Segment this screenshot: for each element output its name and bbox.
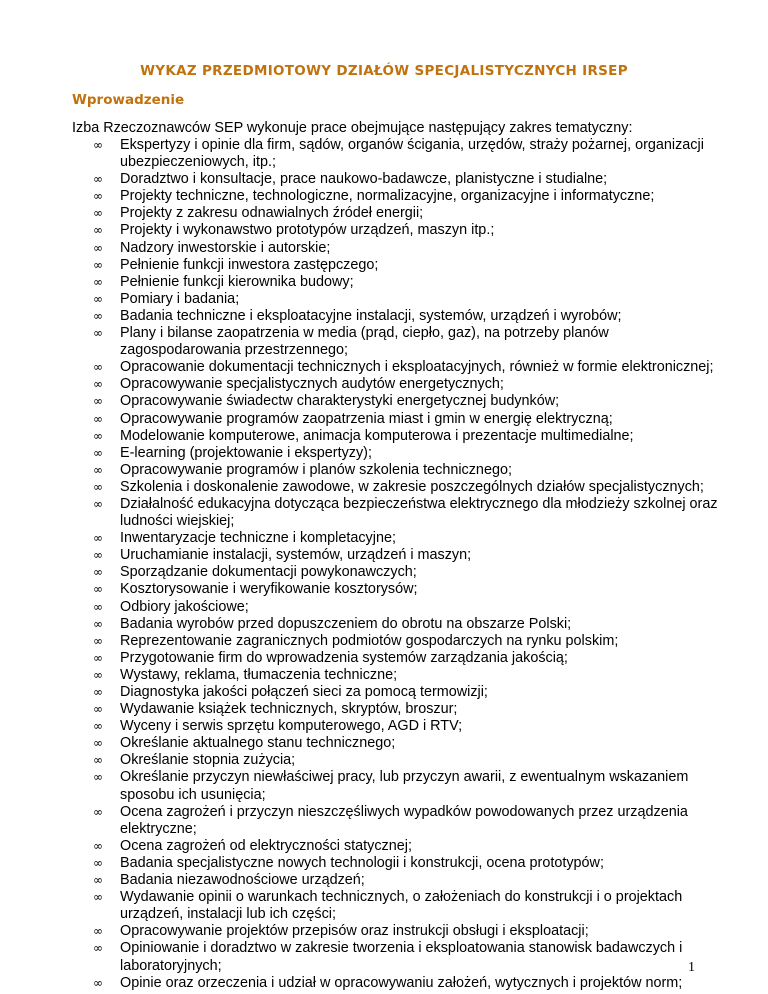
list-item: [0, 889, 768, 923]
list-item-text: Badania specjalistyczne nowych technologii i konstrukcji, ocena prototypów;: [120, 854, 604, 871]
list-item: [0, 718, 768, 735]
list-item-text: Inwentaryzacje techniczne i kompletacyjne;: [120, 530, 396, 547]
list-item: [0, 975, 768, 992]
intro-paragraph: Izba Rzeczoznawców SEP wykonuje prace obejmujące następujący zakres tematyczny:: [72, 120, 633, 136]
infinity-bullet-icon: ∞: [93, 496, 103, 511]
infinity-bullet-icon: ∞: [93, 633, 103, 648]
list-item-text: Projekty z zakresu odnawialnych źródeł energii;: [120, 205, 424, 222]
infinity-bullet-icon: ∞: [93, 428, 103, 443]
infinity-bullet-icon: ∞: [93, 941, 103, 956]
list-item: [0, 872, 768, 889]
list-item-text: Modelowanie komputerowe, animacja komputerowa i prezentacje multimedialne;: [120, 427, 634, 444]
list-item-text: Badania techniczne i eksploatacyjne instalacji, systemów, urządzeń i wyrobów;: [120, 307, 622, 324]
infinity-bullet-icon: ∞: [93, 377, 103, 392]
list-item-text: Wydawanie opinii o warunkach technicznych, o założeniach do konstrukcji i o projektach urządzeń, instalacji lub ich części;: [120, 889, 683, 923]
infinity-bullet-icon: ∞: [93, 753, 103, 768]
list-item: [0, 257, 768, 274]
list-item: [0, 923, 768, 940]
infinity-bullet-icon: ∞: [93, 736, 103, 751]
infinity-bullet-icon: ∞: [93, 291, 103, 306]
infinity-bullet-icon: ∞: [93, 924, 103, 939]
list-item-text: Działalność edukacyjna dotycząca bezpieczeństwa elektrycznego dla młodzieży szkolnej oraz ludności wiejskiej;: [120, 495, 718, 530]
list-item-text: Opracowywanie programów i planów szkolenia technicznego;: [120, 461, 512, 478]
list-item: [0, 701, 768, 718]
list-item-text: Projekty techniczne, technologiczne, normalizacyjne, organizacyjne i informatyczne;: [120, 188, 655, 205]
infinity-bullet-icon: ∞: [93, 172, 103, 187]
section-heading: Wprowadzenie: [72, 92, 185, 108]
list-item: [0, 769, 768, 803]
page-number: 1: [688, 960, 695, 975]
list-item-text: Opracowywanie świadectw charakterystyki energetycznej budynków;: [120, 393, 560, 410]
list-item: [0, 496, 768, 530]
list-item: [0, 940, 768, 974]
list-item-text: Wyceny i serwis sprzętu komputerowego, AGD i RTV;: [120, 718, 463, 735]
list-item-text: Nadzory inwestorskie i autorskie;: [120, 239, 331, 256]
list-item-text: Projekty i wykonawstwo prototypów urządzeń, maszyn itp.;: [120, 222, 495, 239]
list-item: [0, 633, 768, 650]
list-item-text: Określanie stopnia zużycia;: [120, 752, 296, 769]
list-item-text: Reprezentowanie zagranicznych podmiotów gospodarczych na rynku polskim;: [120, 632, 619, 649]
list-item: [0, 445, 768, 462]
infinity-bullet-icon: ∞: [93, 616, 103, 631]
list-item: [0, 479, 768, 496]
list-item: [0, 752, 768, 769]
list-item-text: Wydawanie książek technicznych, skryptów, broszur;: [120, 701, 458, 718]
infinity-bullet-icon: ∞: [93, 719, 103, 734]
list-item: [0, 291, 768, 308]
infinity-bullet-icon: ∞: [93, 394, 103, 409]
list-item: [0, 171, 768, 188]
list-item: [0, 599, 768, 616]
list-item-text: Pełnienie funkcji kierownika budowy;: [120, 273, 354, 290]
list-item-text: Odbiory jakościowe;: [120, 598, 249, 615]
list-item-text: Opiniowanie i doradztwo w zakresie tworzenia i eksploatowania stanowisk badawczych i laboratoryjnych;: [120, 940, 683, 974]
list-item-text: Opracowywanie projektów przepisów oraz instrukcji obsługi i eksploatacji;: [120, 923, 589, 940]
list-item-text: Kosztorysowanie i weryfikowanie kosztorysów;: [120, 581, 418, 598]
list-item: [0, 222, 768, 239]
list-item: [0, 616, 768, 633]
infinity-bullet-icon: ∞: [93, 975, 103, 990]
list-item: [0, 650, 768, 667]
infinity-bullet-icon: ∞: [93, 548, 103, 563]
infinity-bullet-icon: ∞: [93, 360, 103, 375]
list-item: [0, 359, 768, 376]
infinity-bullet-icon: ∞: [93, 445, 103, 460]
list-item-text: Ekspertyzy i opinie dla firm, sądów, organów ścigania, urzędów, straży pożarnej, organizacji ubezpieczeniowych, itp.;: [120, 137, 704, 171]
infinity-bullet-icon: ∞: [93, 138, 103, 152]
infinity-bullet-icon: ∞: [93, 411, 103, 426]
infinity-bullet-icon: ∞: [93, 326, 103, 341]
infinity-bullet-icon: ∞: [93, 702, 103, 717]
list-item: [0, 855, 768, 872]
list-item: [0, 684, 768, 701]
list-item: [0, 376, 768, 393]
infinity-bullet-icon: ∞: [93, 189, 103, 204]
infinity-bullet-icon: ∞: [93, 770, 103, 785]
list-item: [0, 667, 768, 684]
list-item-text: Diagnostyka jakości połączeń sieci za pomocą termowizji;: [120, 684, 488, 700]
list-item-text: Badania niezawodnościowe urządzeń;: [120, 872, 365, 889]
list-item-text: Wystawy, reklama, tłumaczenia techniczne;: [120, 666, 398, 683]
list-item-text: Uruchamianie instalacji, systemów, urządzeń i maszyn;: [120, 547, 472, 564]
list-item: [0, 804, 768, 838]
infinity-bullet-icon: ∞: [93, 890, 103, 905]
list-item-text: Plany i bilanse zaopatrzenia w media (prąd, ciepło, gaz), na potrzeby planów zagospodarowania przestrzennego;: [120, 325, 609, 359]
list-item-text: E-learning (projektowanie i ekspertyzy);: [120, 444, 372, 461]
list-item-text: Doradztwo i konsultacje, prace naukowo-badawcze, planistyczne i studialne;: [120, 171, 608, 188]
infinity-bullet-icon: ∞: [93, 650, 103, 665]
list-item: [0, 188, 768, 205]
infinity-bullet-icon: ∞: [93, 855, 103, 870]
list-item-text: Pomiary i badania;: [120, 290, 240, 307]
list-item-text: Opinie oraz orzeczenia i udział w opracowywaniu założeń, wytycznych i projektów norm;: [120, 974, 683, 991]
list-item-text: Określanie przyczyn niewłaściwej pracy, lub przyczyn awarii, z ewentualnym wskazaniem sposobu ich usunięcia;: [120, 769, 689, 803]
list-item: [0, 240, 768, 257]
list-item: [0, 411, 768, 428]
list-item-text: Sporządzanie dokumentacji powykonawczych;: [120, 564, 417, 581]
infinity-bullet-icon: ∞: [93, 223, 103, 238]
list-item: [0, 547, 768, 564]
list-item: [0, 581, 768, 598]
infinity-bullet-icon: ∞: [93, 308, 103, 323]
list-item: [0, 393, 768, 410]
list-item: [0, 308, 768, 325]
infinity-bullet-icon: ∞: [93, 565, 103, 580]
list-item: [0, 137, 768, 171]
list-item: [0, 428, 768, 445]
list-item-text: Opracowanie dokumentacji technicznych i eksploatacyjnych, również w formie elektronicznej;: [120, 359, 714, 376]
infinity-bullet-icon: ∞: [93, 240, 103, 255]
list-item-text: Ocena zagrożeń i przyczyn nieszczęśliwych wypadków powodowanych przez urządzenia elektryczne;: [120, 803, 688, 837]
list-item-text: Ocena zagrożeń od elektryczności statycznej;: [120, 837, 412, 854]
list-item: [0, 838, 768, 855]
list-item: [0, 530, 768, 547]
infinity-bullet-icon: ∞: [93, 257, 103, 272]
infinity-bullet-icon: ∞: [93, 685, 103, 699]
infinity-bullet-icon: ∞: [93, 804, 103, 819]
infinity-bullet-icon: ∞: [93, 667, 103, 682]
list-item: [0, 462, 768, 479]
list-item-text: Pełnienie funkcji inwestora zastępczego;: [120, 256, 379, 273]
list-item: [0, 274, 768, 291]
scope-list: [0, 137, 768, 992]
infinity-bullet-icon: ∞: [93, 838, 103, 853]
list-item: [0, 735, 768, 752]
list-item: [0, 325, 768, 359]
list-item-text: Opracowywanie programów zaopatrzenia miast i gmin w energię elektryczną;: [120, 410, 613, 427]
list-item-text: Badania wyrobów przed dopuszczeniem do obrotu na obszarze Polski;: [120, 615, 572, 632]
list-item-text: Przygotowanie firm do wprowadzenia systemów zarządzania jakością;: [120, 649, 568, 666]
infinity-bullet-icon: ∞: [93, 206, 103, 221]
infinity-bullet-icon: ∞: [93, 531, 103, 546]
infinity-bullet-icon: ∞: [93, 873, 103, 888]
list-item-text: Określanie aktualnego stanu technicznego;: [120, 735, 396, 752]
infinity-bullet-icon: ∞: [93, 582, 103, 597]
infinity-bullet-icon: ∞: [93, 479, 103, 494]
list-item: [0, 205, 768, 222]
list-item-text: Opracowywanie specjalistycznych audytów energetycznych;: [120, 376, 504, 393]
infinity-bullet-icon: ∞: [93, 599, 103, 614]
infinity-bullet-icon: ∞: [93, 462, 103, 477]
list-item: [0, 564, 768, 581]
infinity-bullet-icon: ∞: [93, 274, 103, 289]
document-title: WYKAZ PRZEDMIOTOWY DZIAŁÓW SPECJALISTYCZNYCH IRSEP: [140, 63, 628, 79]
list-item-text: Szkolenia i doskonalenie zawodowe, w zakresie poszczególnych działów specjalistycznych;: [120, 478, 704, 495]
